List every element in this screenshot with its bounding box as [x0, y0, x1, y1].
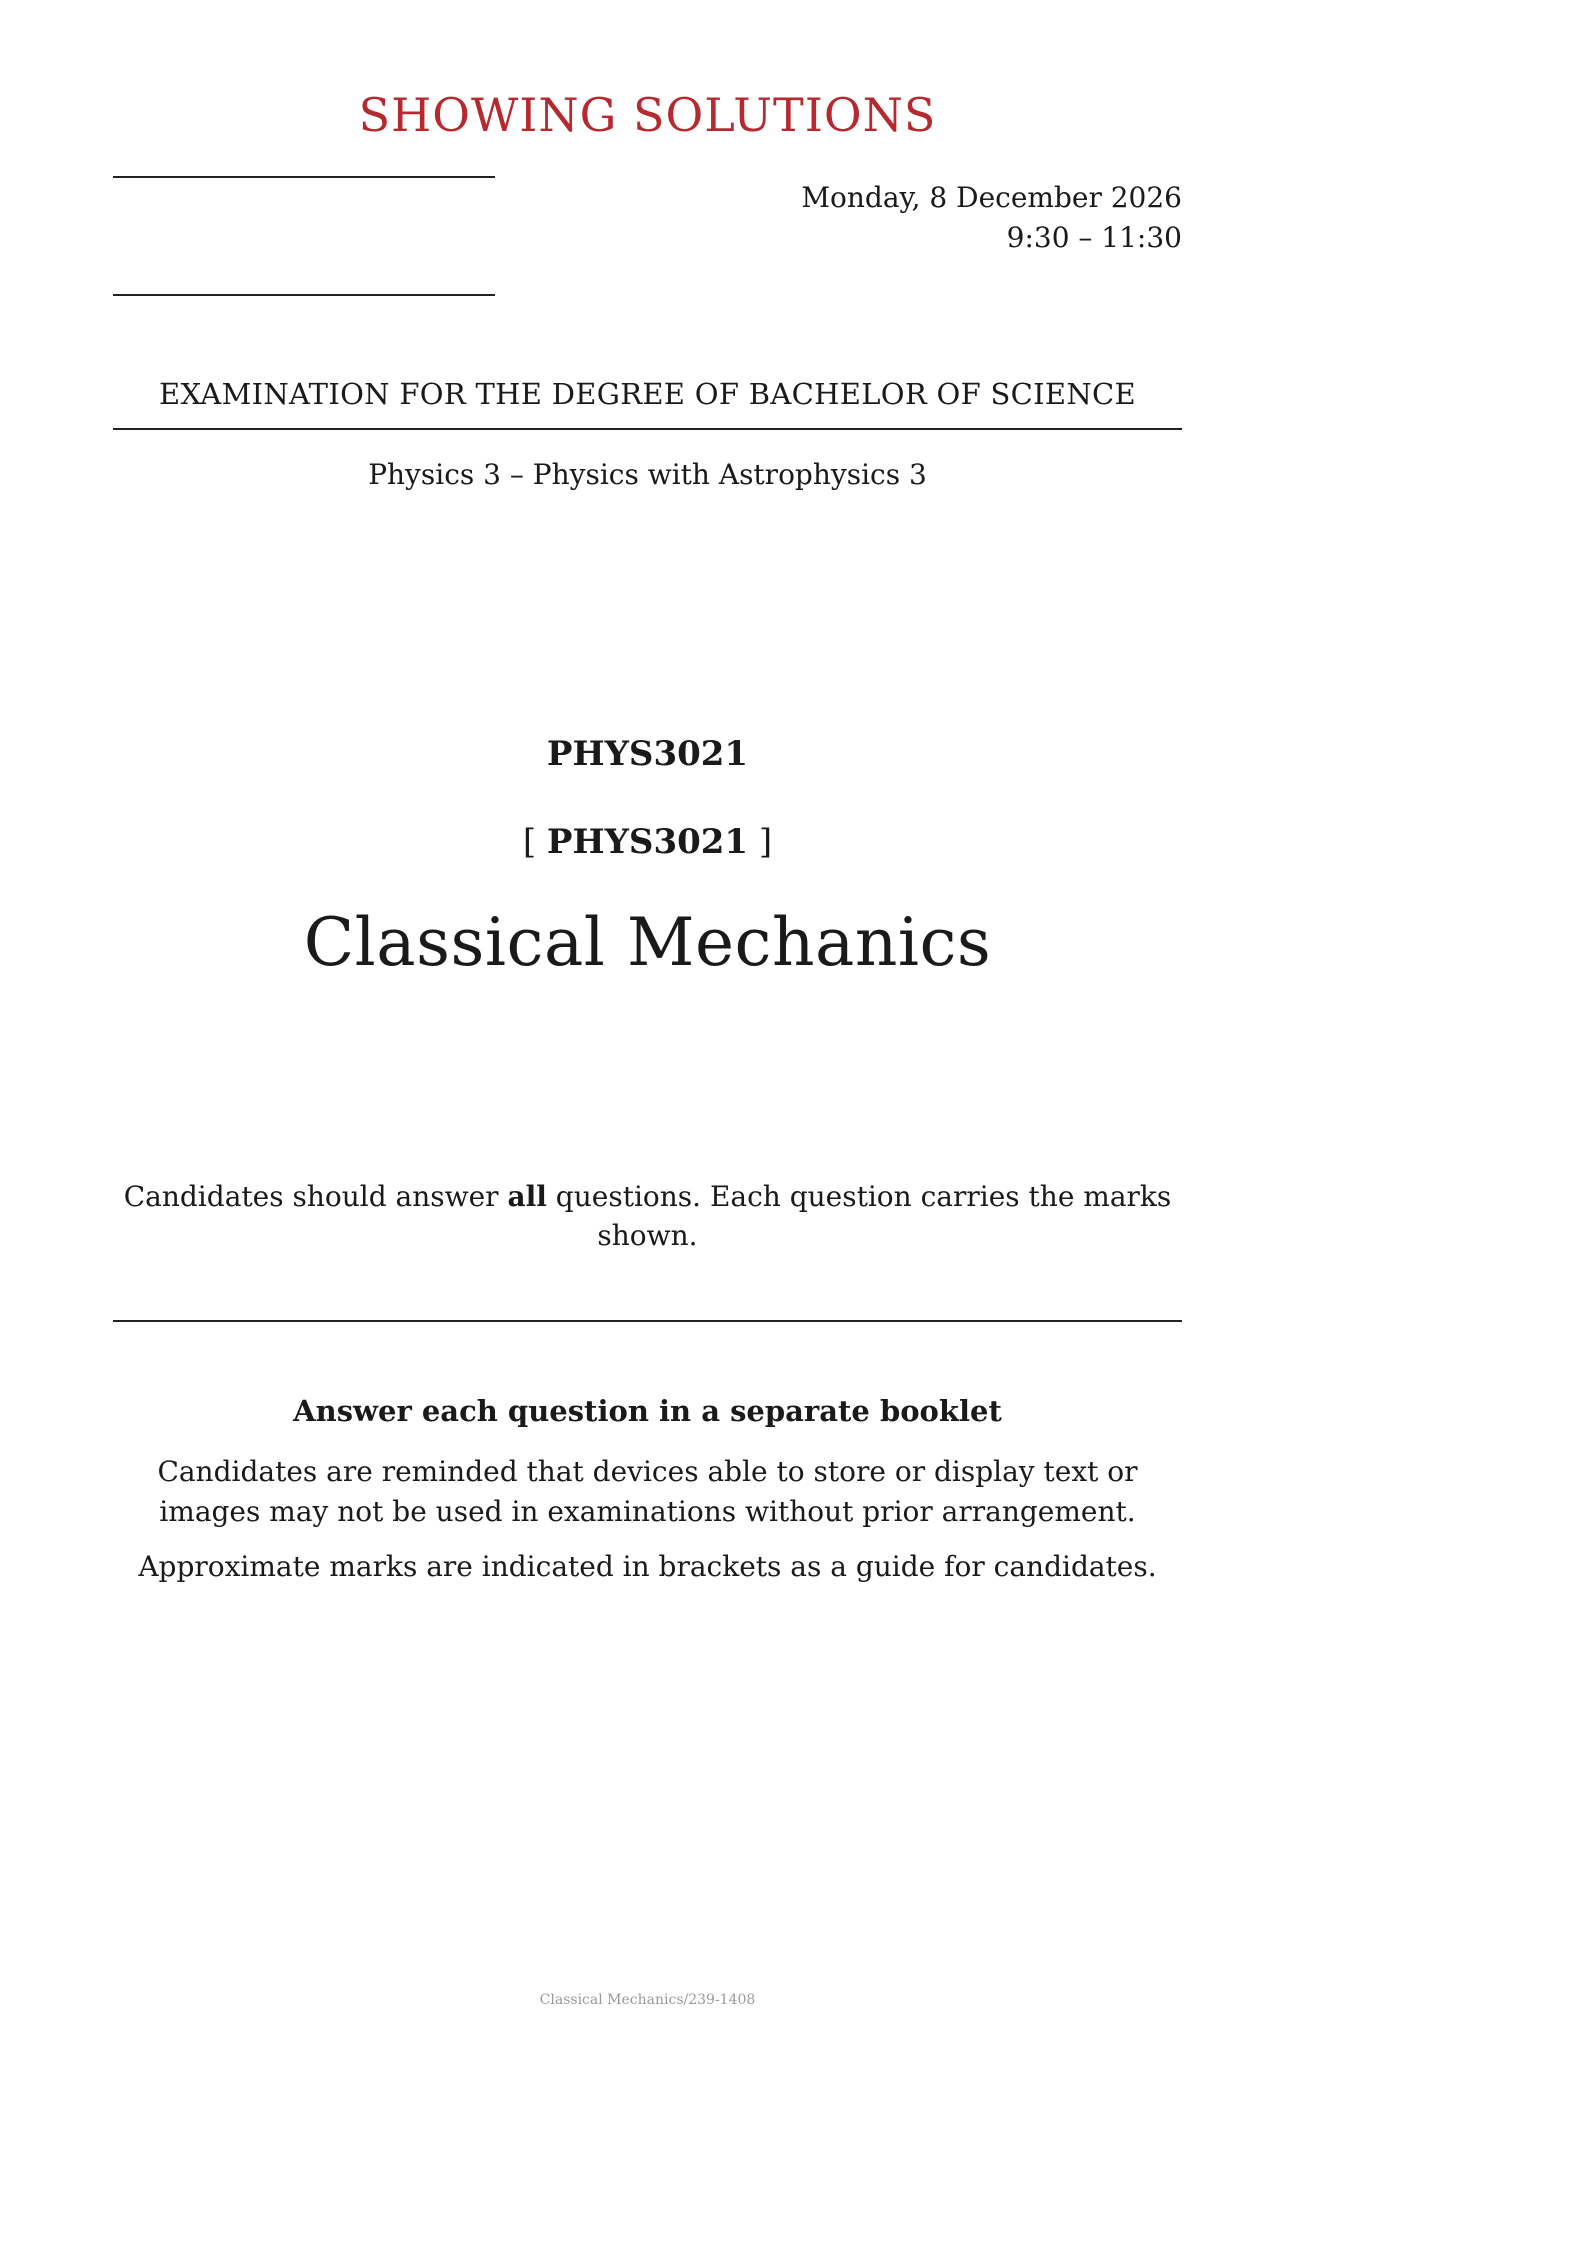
solutions-watermark: SHOWING SOLUTIONS	[358, 88, 937, 142]
exam-date: Monday, 8 December 2026	[801, 181, 1182, 214]
exam-datetime	[801, 178, 1182, 258]
answer-all: all	[507, 1180, 547, 1213]
course-code: PHYS3021	[546, 734, 749, 774]
alt-course-code-value: PHYS3021	[546, 822, 749, 862]
answer-instructions	[113, 1177, 1182, 1255]
exam-time: 9:30 – 11:30	[1006, 221, 1182, 254]
devices-notice: Candidates are reminded that devices able to store or display text or images may not be used in examinations without prior arrangement.	[157, 1455, 1138, 1528]
alt-course-code: [ PHYS3021 ]	[522, 822, 773, 862]
signature-line-top	[113, 176, 495, 178]
course-title: Classical Mechanics	[303, 904, 992, 981]
booklet-instruction: Answer each question in a separate booklet	[293, 1394, 1002, 1428]
page-footer: Classical Mechanics/239-1408	[539, 1992, 756, 2008]
answer-post: questions. Each question carries the marks shown.	[546, 1180, 1172, 1252]
signature-line-bottom	[113, 294, 495, 296]
divider-bottom	[113, 1320, 1182, 1322]
answer-pre: Candidates should answer	[123, 1180, 508, 1213]
divider-top	[113, 428, 1182, 430]
approx-marks-notice: Approximate marks are indicated in brackets as a guide for candidates.	[138, 1550, 1157, 1583]
programme-line: Physics 3 – Physics with Astrophysics 3	[368, 458, 927, 491]
degree-heading: EXAMINATION FOR THE DEGREE OF BACHELOR OF SCIENCE	[158, 377, 1137, 411]
